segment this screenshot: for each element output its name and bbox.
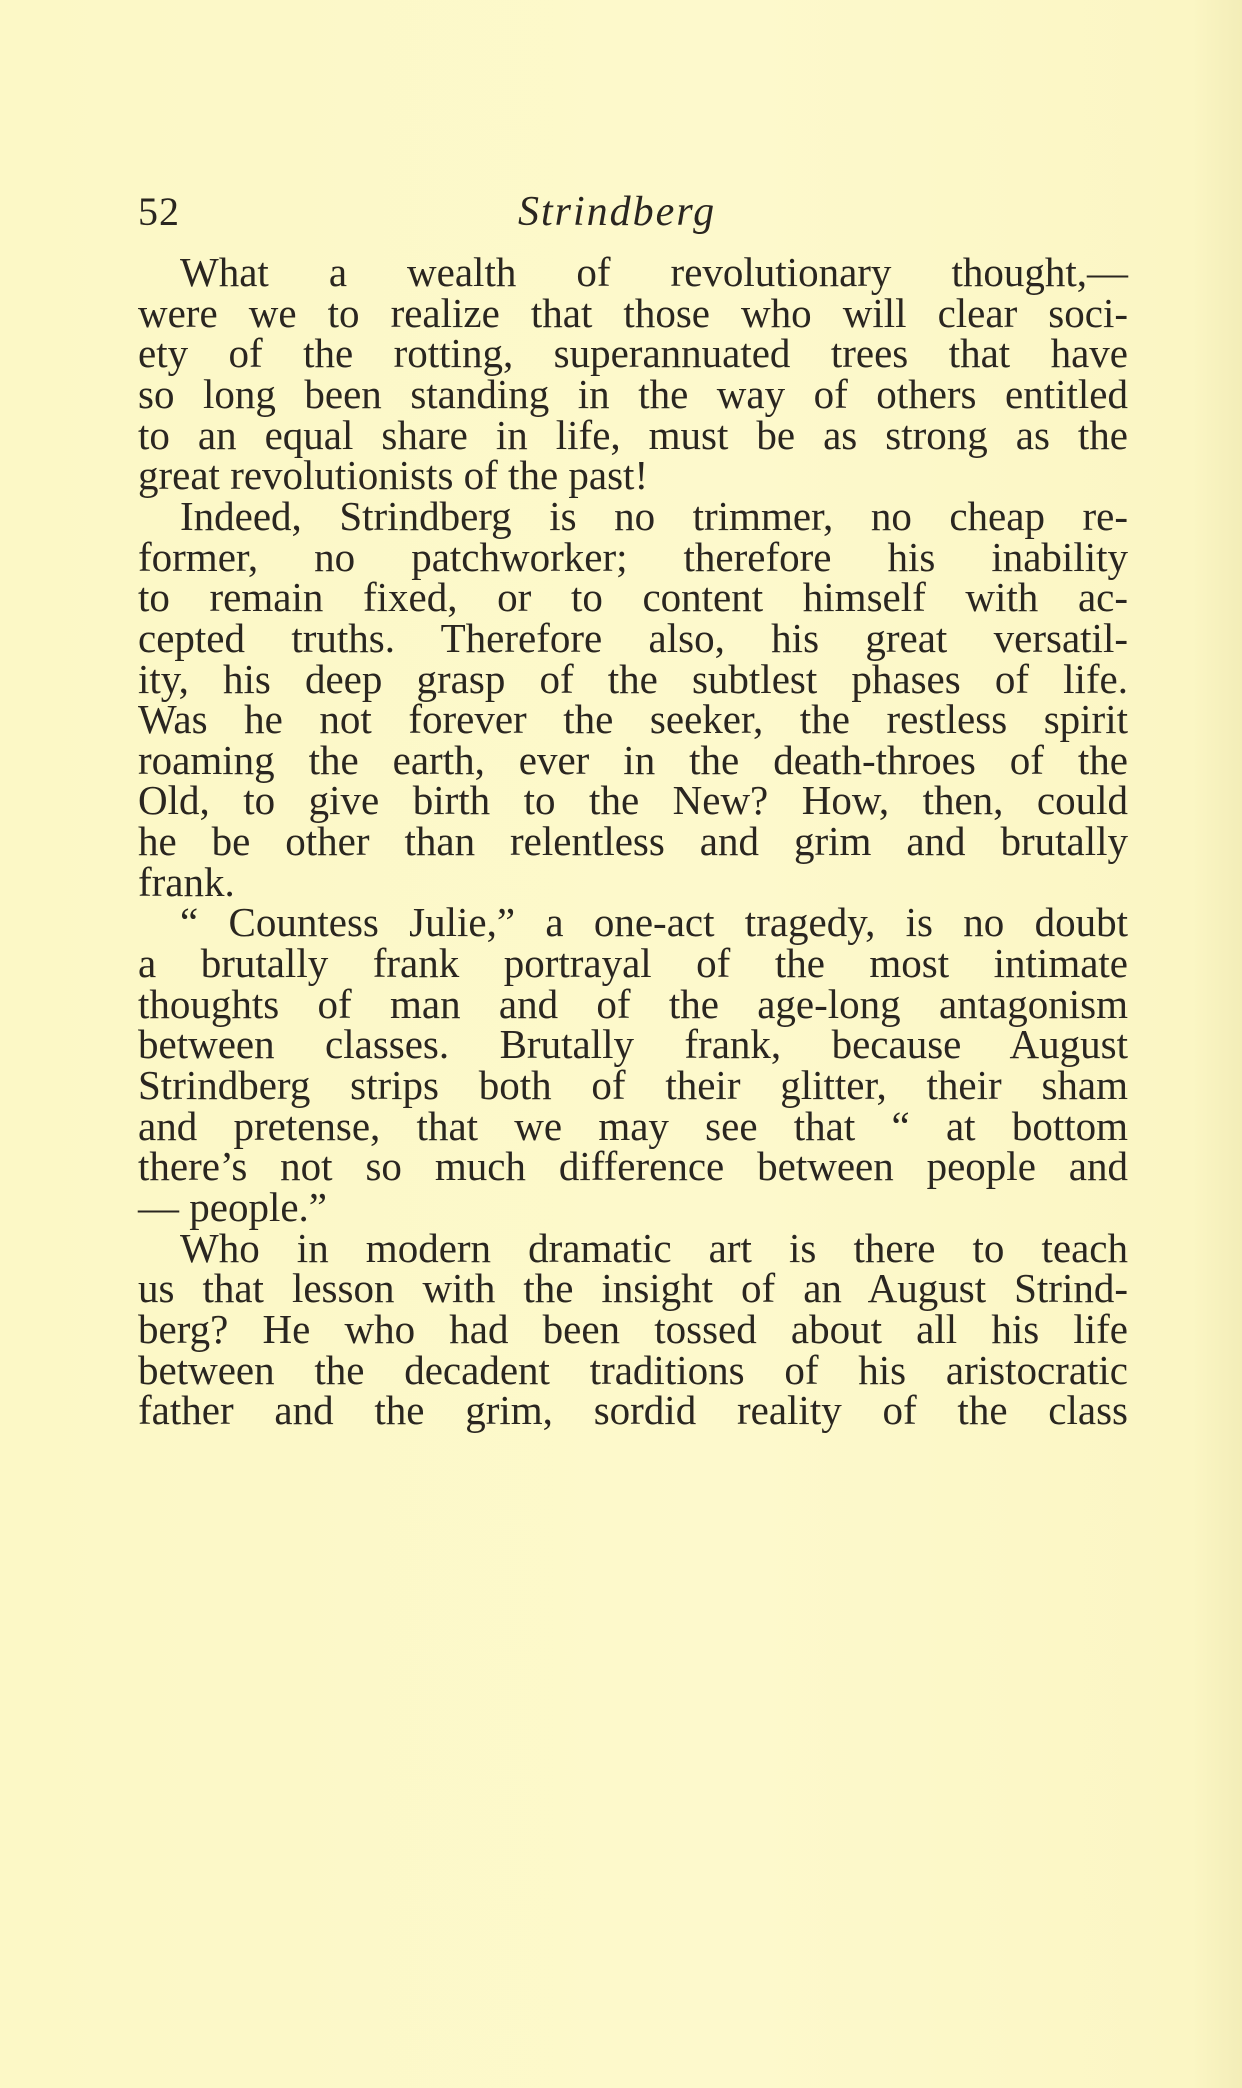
text-line: father and the grim, sordid reality of the class: [138, 1387, 1128, 1433]
text-line: us that lesson with the insight of an August Strind-: [138, 1265, 1128, 1311]
text-line: Strindberg strips both of their glitter, their sham: [138, 1062, 1128, 1108]
text-line: great revolutionists of the past!: [138, 452, 649, 498]
text-line: What a wealth of revolutionary thought,—: [180, 249, 1128, 295]
text-line: “ Countess Julie,” a one-act tragedy, is no doubt: [180, 899, 1128, 945]
text-line: between classes. Brutally frank, because August: [138, 1021, 1128, 1067]
text-line: and pretense, that we may see that “ at bottom: [138, 1103, 1128, 1149]
text-line: berg? He who had been tossed about all his life: [138, 1306, 1128, 1352]
text-line: — people.”: [138, 1184, 327, 1230]
text-line: frank.: [138, 859, 235, 905]
text-line: there’s not so much difference between people and: [138, 1143, 1128, 1189]
text-line: Was he not forever the seeker, the restless spirit: [138, 696, 1128, 742]
text-line: a brutally frank portrayal of the most intimate: [138, 940, 1128, 986]
text-line: he be other than relentless and grim and brutally: [138, 818, 1128, 864]
text-line: to an equal share in life, must be as strong as the: [138, 412, 1128, 458]
text-line: between the decadent traditions of his aristocratic: [138, 1347, 1128, 1393]
text-line: roaming the earth, ever in the death-throes of the: [138, 737, 1128, 783]
text-line: thoughts of man and of the age-long antagonism: [138, 981, 1128, 1027]
text-line: ety of the rotting, superannuated trees that have: [138, 330, 1128, 376]
text-line: Old, to give birth to the New? How, then, could: [138, 777, 1128, 823]
text-line: Indeed, Strindberg is no trimmer, no cheap re-: [180, 493, 1128, 539]
text-line: former, no patchworker; therefore his inability: [138, 534, 1128, 580]
text-line: were we to realize that those who will clear soci-: [138, 290, 1128, 336]
text-line: ity, his deep grasp of the subtlest phases of life.: [138, 656, 1128, 702]
running-head: Strindberg: [518, 189, 717, 235]
text-line: cepted truths. Therefore also, his great versatil-: [138, 615, 1128, 661]
text-line: so long been standing in the way of others entitled: [138, 371, 1128, 417]
page-number: 52: [138, 189, 180, 234]
page-header: [138, 188, 1128, 248]
text-line: to remain fixed, or to content himself with ac-: [138, 574, 1128, 620]
text-line: Who in modern dramatic art is there to teach: [180, 1225, 1128, 1271]
